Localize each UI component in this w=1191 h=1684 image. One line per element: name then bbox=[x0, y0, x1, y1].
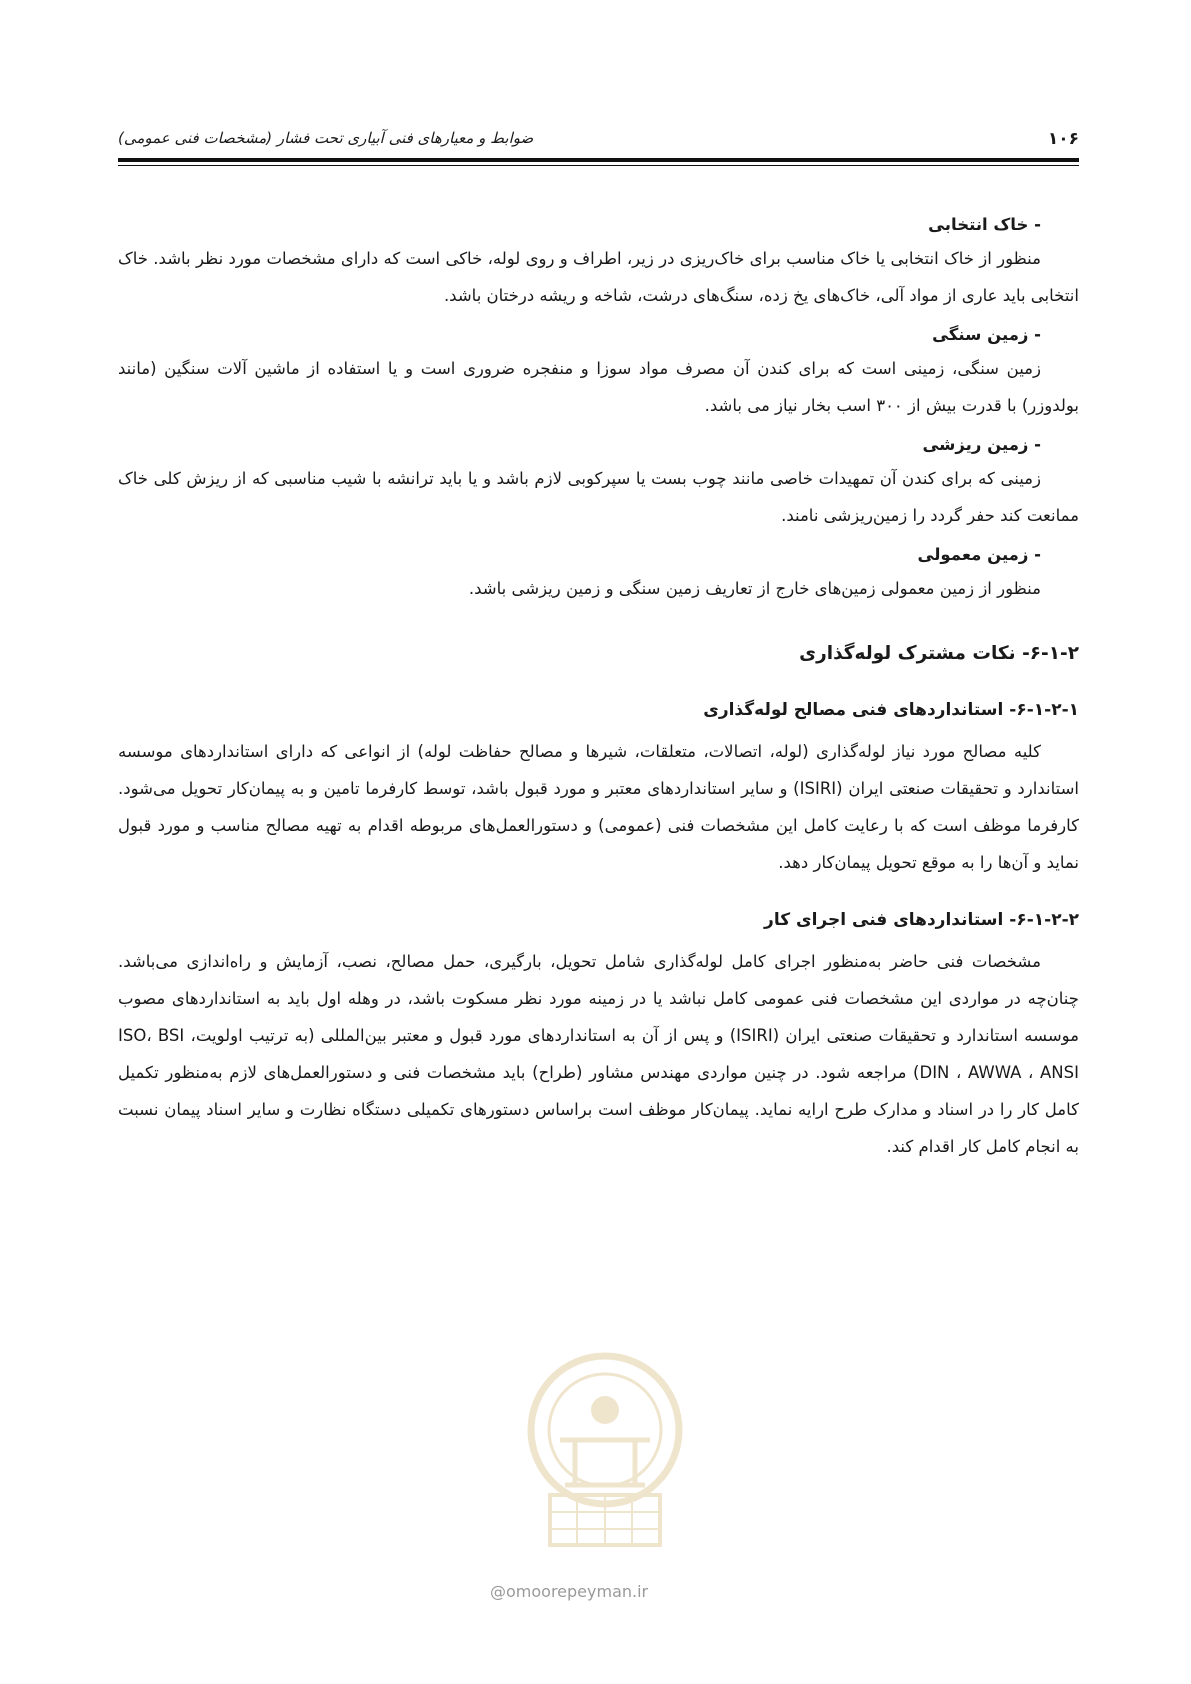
term-heading: - زمین معمولی bbox=[917, 545, 1041, 564]
watermark-url: @omoorepeyman.ir bbox=[490, 1582, 649, 1601]
term-selected-soil bbox=[118, 210, 1079, 314]
page-number: ۱۰۶ bbox=[1047, 129, 1079, 149]
term-heading: - زمین ریزشی bbox=[922, 435, 1041, 454]
term-normal-ground bbox=[118, 540, 1079, 607]
header-rule-thin bbox=[118, 165, 1079, 166]
section-heading: ۶-۱-۲- نکات مشترک لوله‌گذاری bbox=[799, 643, 1079, 664]
term-paragraph: زمینی که برای کندن آن تمهیدات خاصی مانند چوب بست یا سپرکوبی لازم باشد و یا باید ترانشه با شیب مناسبی که از ریزش کلی خاک ممانعت کند حفر گردد را زمین‌ریزشی نامند. bbox=[118, 469, 1079, 525]
subsection-material-standards bbox=[118, 693, 1079, 881]
subsection-paragraph: کلیه مصالح مورد نیاز لوله‌گذاری (لوله، اتصالات، متعلقات، شیرها و مصالح حفاظت لوله) از انواعی که دارای استانداردهای موسسه استاندارد و تحقیقات صنعتی ایران (ISIRI) و سایر استانداردهای معتبر و مورد قبول باشد، توسط کارفرما تامین و به پیمان‌کار تحویل می‌شود. کارفرما موظف است که با رعایت کامل این مشخصات فنی (عمومی) و دستورالعمل‌های مربوطه اقدام به تهیه مصالح مناسب و مورد قبول نماید و آن‌ها را به موقع تحویل پیمان‌کار دهد. bbox=[118, 742, 1079, 872]
watermark-logo bbox=[520, 1345, 690, 1560]
term-rocky-ground bbox=[118, 320, 1079, 424]
running-title: ضوابط و معیارهای فنی آبیاری تحت فشار (مشخصات فنی عمومی) bbox=[118, 129, 534, 147]
header-rule-thick bbox=[118, 158, 1079, 162]
term-collapsing-ground bbox=[118, 430, 1079, 534]
subsection-heading: ۶-۱-۲-۲- استانداردهای فنی اجرای کار bbox=[764, 910, 1079, 930]
term-paragraph: زمین سنگی، زمینی است که برای کندن آن مصرف مواد سوزا و منفجره ضروری است و یا استفاده از ماشین آلات سنگین (مانند بولدوزر) با قدرت بیش از ۳۰۰ اسب بخار نیاز می باشد. bbox=[118, 359, 1079, 415]
term-paragraph: منظور از زمین معمولی زمین‌های خارج از تعاریف زمین سنگی و زمین ریزشی باشد. bbox=[468, 579, 1041, 598]
subsection-heading: ۶-۱-۲-۱- استانداردهای فنی مصالح لوله‌گذاری bbox=[703, 700, 1079, 720]
term-paragraph: منظور از خاک انتخابی یا خاک مناسب برای خاک‌ریزی در زیر، اطراف و روی لوله، خاکی است که دارای مشخصات مورد نظر باشد. خاک انتخابی باید عاری از مواد آلی، خاک‌های یخ زده، سنگ‌های درشت، شاخه و ریشه درختان باشد. bbox=[118, 249, 1079, 305]
subsection-execution-standards bbox=[118, 903, 1079, 1165]
subsection-paragraph: مشخصات فنی حاضر به‌منظور اجرای کامل لوله‌گذاری شامل تحویل، بارگیری، حمل مصالح، نصب، آزمایش و راه‌اندازی می‌باشد. چنان‌چه در مواردی این مشخصات فنی عمومی کامل نباشد یا در زمینه مورد نظر مسکوت باشد، در وهله اول باید به استانداردهای مصوب موسسه استاندارد و تحقیقات صنعتی ایران (ISIRI) و پس از آن به استانداردهای مورد قبول و معتبر بین‌المللی (به ترتیب اولویتISO، BSI ، DIN ، AWWA ، ANSI) مراجعه شود. در چنین مواردی مهندس مشاور (طراح) باید مشخصات فنی و دستورالعمل‌های لازم به‌منظور تکمیل کامل کار را در اسناد و مدارک طرح ارایه نماید. پیمان‌کار موظف است براساس دستورهای تکمیلی دستگاه نظارت و سایر اسناد پیمان نسبت به انجام کامل کار اقدام کند. bbox=[118, 952, 1080, 1156]
page-body bbox=[118, 210, 1079, 1165]
term-heading: - زمین سنگی bbox=[932, 325, 1041, 344]
term-heading: - خاک انتخابی bbox=[928, 215, 1041, 234]
